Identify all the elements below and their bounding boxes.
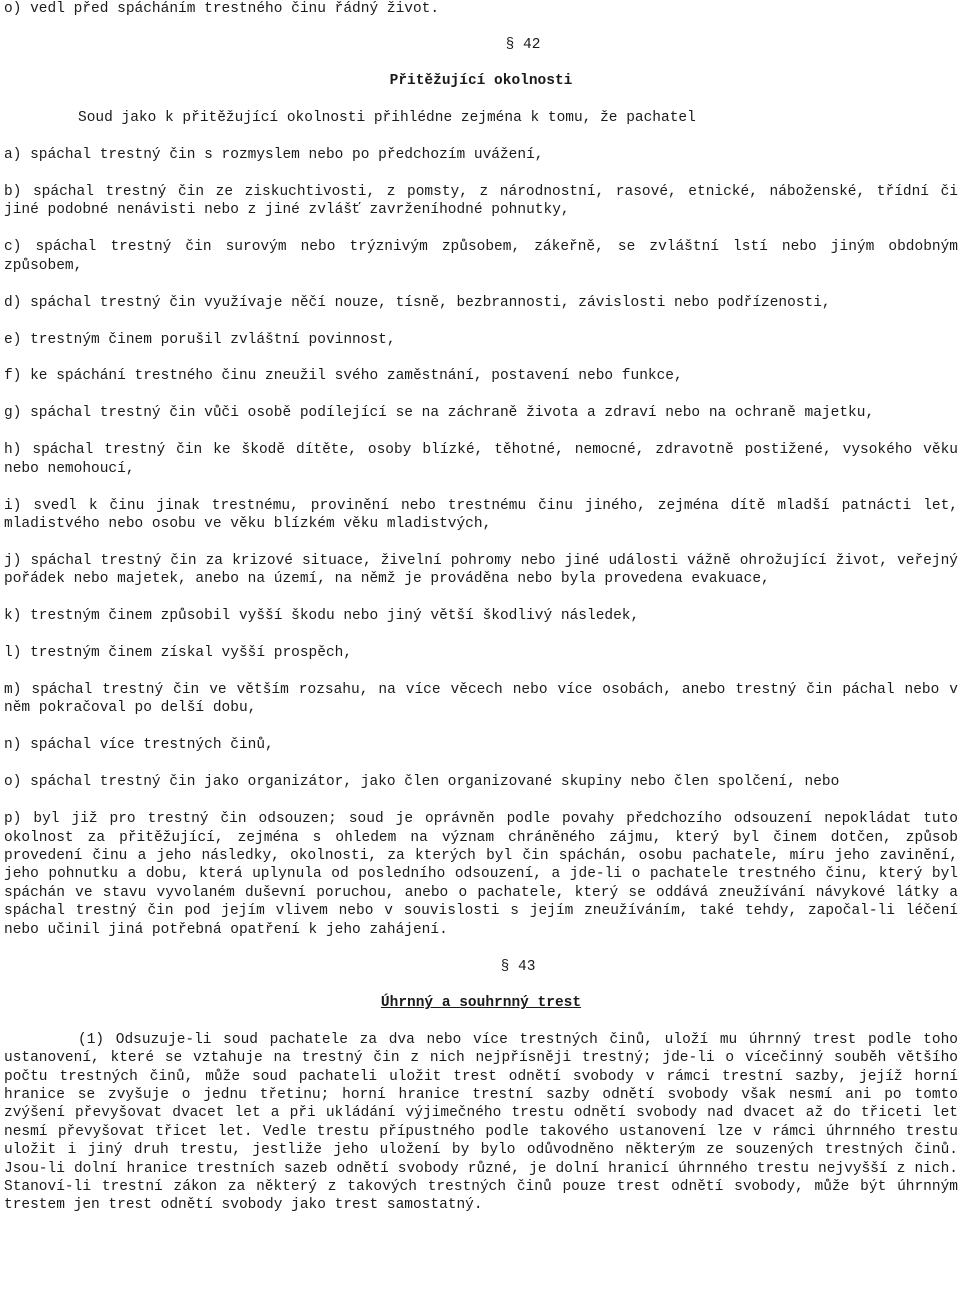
list-item-m: m) spáchal trestný čin ve větším rozsahu, na více věcech nebo více osobách, anebo trestný čin páchal nebo v něm pokračoval po delší dobu, bbox=[4, 682, 958, 717]
list-item-h: h) spáchal trestný čin ke škodě dítěte, osoby blízké, těhotné, nemocné, zdravotně postižené, vysokého věku nebo nemohoucí, bbox=[4, 442, 958, 477]
document-page bbox=[4, 0, 958, 1215]
list-item-i: i) svedl k činu jinak trestnému, provinění nebo trestnému činu jiného, zejména dítě mladší patnácti let, mladistvého nebo osobu ve věku blízkém věku mladistvých, bbox=[4, 497, 958, 532]
section-42-intro: Soud jako k přitěžující okolnosti přihlédne zejména k tomu, že pachatel bbox=[78, 110, 696, 127]
list-item-f: f) ke spáchání trestného činu zneužil svého zaměstnání, postavení nebo funkce, bbox=[4, 368, 683, 385]
top-line: o) vedl před spácháním trestného činu řádný život. bbox=[4, 1, 440, 17]
list-item-d: d) spáchal trestný čin využívaje něčí nouze, tísně, bezbrannosti, závislosti nebo podřízenosti, bbox=[4, 294, 831, 311]
list-item-p: p) byl již pro trestný čin odsouzen; soud je oprávněn podle povahy předchozího odsouzení nepokládat tuto okolnost za přitěžující, zejména s ohledem na význam chráněného zájmu, který byl činem dotčen, způsob provedení činu a jeho následky, okolnosti, za kterých byl čin spáchán, osobu pachatele, míru jeho zavinění, jeho pohnutku a dobu, která uplynula od posledního odsouzení, a jde-li o pachatele trestného činu, který byl spáchán ve stavu vyvolaném duševní poruchou, anebo o pachatele, který se oddává zneužívání návykové látky a spáchal trestný čin pod jejím vlivem nebo v souvislosti s jejím zneužíváním, také tehdy, započal-li léčení nebo učinil jiná potřebná opatření k jeho zahájení. bbox=[4, 811, 958, 938]
list-item-a: a) spáchal trestný čin s rozmyslem nebo po předchozím uvážení, bbox=[4, 147, 544, 164]
list-item-c: c) spáchal trestný čin surovým nebo trýznivým způsobem, zákeřně, se zvláštní lstí nebo jiným obdobným způsobem, bbox=[4, 239, 958, 274]
section-43-paragraph-1: (1) Odsuzuje-li soud pachatele za dva nebo více trestných činů, uloží mu úhrnný trest podle toho ustanovení, které se vztahuje na trestný čin z nich nejpřísněji trestný; jde-li o vícečinný souběh většího počtu trestných činů, může soud pachateli uložit trest odnětí svobody v rámci trestní sazby, jejíž horní hranice se zvyšuje o jednu třetinu; horní hranice trestní sazby odnětí svobody však nesmí ani po tomto zvýšení převyšovat dvacet let a při ukládání výjimečného trestu odnětí svobody nad dvacet až do třiceti let nesmí převyšovat třicet let. Vedle trestu přípustného podle takového ustanovení lze v rámci úhrnného trestu uložit i jiný druh trestu, jestliže jeho uložení by bylo odůvodněno některým ze souzených trestných činů. Jsou-li dolní hranice trestních sazeb odnětí svobody různé, je dolní hranicí úhrnného trestu nejvyšší z nich. Stanoví-li trestní zákon za některý z takových trestných činů pouze trest odnětí svobody, může být úhrnným trestem jen trest odnětí svobody jako trest samostatný. bbox=[4, 1031, 958, 1214]
section-43-number: § 43 bbox=[500, 959, 536, 975]
section-42-title: Přitěžující okolnosti bbox=[389, 72, 573, 89]
list-item-n: n) spáchal více trestných činů, bbox=[4, 737, 274, 754]
list-item-g: g) spáchal trestný čin vůči osobě podílející se na záchraně života a zdraví nebo na ochraně majetku, bbox=[4, 405, 875, 422]
list-item-l: l) trestným činem získal vyšší prospěch, bbox=[4, 645, 353, 662]
section-43-title: Úhrnný a souhrnný trest bbox=[380, 995, 582, 1012]
section-42-number: § 42 bbox=[505, 37, 541, 54]
list-item-e: e) trestným činem porušil zvláštní povinnost, bbox=[4, 331, 396, 348]
list-item-j: j) spáchal trestný čin za krizové situace, živelní pohromy nebo jiné události vážně ohrožující život, veřejný pořádek nebo majetek, anebo na území, na němž je prováděna nebo byla provedena evakuace, bbox=[4, 552, 958, 588]
list-item-o: o) spáchal trestný čin jako organizátor, jako člen organizované skupiny nebo člen spolčení, nebo bbox=[4, 774, 840, 791]
list-item-b: b) spáchal trestný čin ze ziskuchtivosti, z pomsty, z národnostní, rasové, etnické, náboženské, třídní či jiné podobné nenávisti nebo z jiné zvlášť zavrženíhodné pohnutky, bbox=[4, 184, 958, 219]
list-item-k: k) trestným činem způsobil vyšší škodu nebo jiný větší škodlivý následek, bbox=[4, 608, 640, 625]
